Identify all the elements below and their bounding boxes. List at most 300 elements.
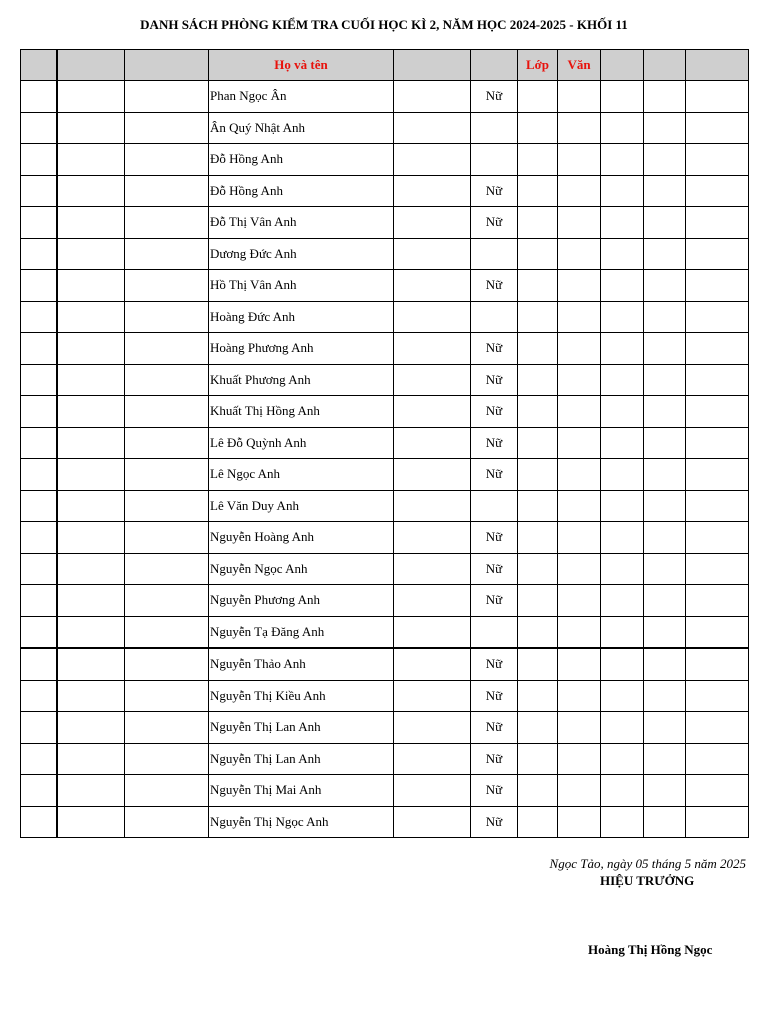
table-cell [686, 712, 749, 744]
table-cell [686, 806, 749, 838]
table-row [21, 775, 749, 807]
table-cell [21, 743, 57, 775]
exam-room-table [20, 49, 749, 838]
table-cell [601, 301, 644, 333]
table-cell [21, 175, 57, 207]
table-cell [518, 490, 558, 522]
table-row [21, 238, 749, 270]
table-cell [518, 585, 558, 617]
student-gender: Nữ [471, 743, 518, 775]
table-cell [518, 175, 558, 207]
table-row [21, 648, 749, 680]
table-cell [21, 459, 57, 491]
table-row [21, 301, 749, 333]
table-header-row [21, 50, 749, 81]
table-cell [518, 459, 558, 491]
table-cell [518, 522, 558, 554]
table-row [21, 712, 749, 744]
table-cell [644, 490, 686, 522]
table-cell [518, 553, 558, 585]
table-cell [518, 144, 558, 176]
table-cell [21, 806, 57, 838]
student-name: Khuất Thị Hồng Anh [209, 396, 394, 428]
table-cell [686, 81, 749, 113]
table-cell [394, 396, 471, 428]
table-cell [21, 81, 57, 113]
student-gender: Nữ [471, 806, 518, 838]
table-cell [57, 616, 125, 648]
table-cell [601, 238, 644, 270]
table-cell [686, 364, 749, 396]
table-cell [125, 712, 209, 744]
table-cell [644, 112, 686, 144]
table-row [21, 743, 749, 775]
student-gender: Nữ [471, 648, 518, 680]
student-gender: Nữ [471, 427, 518, 459]
table-cell [125, 585, 209, 617]
table-cell [686, 680, 749, 712]
table-cell [518, 775, 558, 807]
table-cell [601, 459, 644, 491]
table-cell [644, 333, 686, 365]
table-cell [57, 743, 125, 775]
table-cell [644, 270, 686, 302]
table-cell [601, 112, 644, 144]
table-cell [125, 270, 209, 302]
table-cell [394, 616, 471, 648]
table-cell [686, 743, 749, 775]
table-cell [686, 553, 749, 585]
table-cell [518, 112, 558, 144]
table-cell [125, 648, 209, 680]
table-cell [644, 81, 686, 113]
table-cell [21, 364, 57, 396]
table-cell [558, 553, 601, 585]
table-cell [601, 144, 644, 176]
table-cell [644, 680, 686, 712]
table-cell [21, 680, 57, 712]
table-cell [125, 459, 209, 491]
student-gender [471, 301, 518, 333]
page-title: DANH SÁCH PHÒNG KIỂM TRA CUỐI HỌC KÌ 2, NĂM HỌC 2024-2025 - KHỐI 11 [140, 17, 628, 32]
table-cell [518, 712, 558, 744]
table-cell [57, 175, 125, 207]
table-cell [394, 490, 471, 522]
table-cell [558, 427, 601, 459]
table-cell [601, 585, 644, 617]
table-cell [125, 81, 209, 113]
table-cell [125, 806, 209, 838]
table-cell [57, 364, 125, 396]
table-cell [394, 553, 471, 585]
header-cell [21, 50, 57, 81]
table-cell [57, 270, 125, 302]
table-cell [394, 301, 471, 333]
student-name: Nguyễn Ngọc Anh [209, 553, 394, 585]
table-cell [57, 112, 125, 144]
table-cell [644, 175, 686, 207]
table-cell [125, 490, 209, 522]
student-gender: Nữ [471, 364, 518, 396]
table-cell [558, 396, 601, 428]
table-cell [518, 364, 558, 396]
student-name: Nguyễn Thị Ngọc Anh [209, 806, 394, 838]
student-name: Phan Ngọc Ân [209, 81, 394, 113]
table-row [21, 207, 749, 239]
table-cell [394, 522, 471, 554]
header-cell [601, 50, 644, 81]
table-cell [601, 333, 644, 365]
student-gender [471, 490, 518, 522]
table-cell [644, 459, 686, 491]
table-cell [686, 648, 749, 680]
table-cell [21, 207, 57, 239]
student-gender [471, 144, 518, 176]
table-cell [57, 427, 125, 459]
table-cell [57, 396, 125, 428]
table-cell [558, 301, 601, 333]
table-cell [601, 806, 644, 838]
table-cell [394, 270, 471, 302]
table-cell [21, 490, 57, 522]
table-cell [394, 459, 471, 491]
table-cell [21, 427, 57, 459]
signature-role: HIỆU TRƯỞNG [600, 873, 695, 888]
table-cell [21, 333, 57, 365]
table-cell [125, 616, 209, 648]
table-cell [644, 427, 686, 459]
table-cell [686, 396, 749, 428]
table-cell [686, 301, 749, 333]
signature-date: Ngọc Tảo, ngày 05 tháng 5 năm 2025 [549, 856, 746, 871]
student-name: Đỗ Hồng Anh [209, 144, 394, 176]
table-cell [644, 806, 686, 838]
table-cell [686, 490, 749, 522]
table-cell [558, 364, 601, 396]
table-cell [518, 396, 558, 428]
table-cell [558, 522, 601, 554]
table-row [21, 270, 749, 302]
student-gender: Nữ [471, 775, 518, 807]
table-cell [686, 333, 749, 365]
table-cell [125, 144, 209, 176]
table-row [21, 806, 749, 838]
header-class: Lớp [518, 50, 558, 81]
table-cell [21, 522, 57, 554]
table-cell [558, 806, 601, 838]
table-cell [57, 775, 125, 807]
table-cell [57, 806, 125, 838]
table-cell [125, 238, 209, 270]
table-cell [21, 712, 57, 744]
table-cell [518, 238, 558, 270]
table-cell [686, 144, 749, 176]
table-cell [57, 522, 125, 554]
table-cell [125, 522, 209, 554]
table-cell [518, 648, 558, 680]
student-gender: Nữ [471, 207, 518, 239]
header-cell [471, 50, 518, 81]
table-cell [644, 207, 686, 239]
table-row [21, 364, 749, 396]
student-gender: Nữ [471, 712, 518, 744]
table-cell [644, 396, 686, 428]
student-name: Nguyễn Tạ Đăng Anh [209, 616, 394, 648]
student-name: Hoàng Đức Anh [209, 301, 394, 333]
table-cell [21, 648, 57, 680]
table-cell [21, 553, 57, 585]
table-cell [686, 270, 749, 302]
table-cell [686, 427, 749, 459]
table-cell [558, 680, 601, 712]
table-cell [558, 490, 601, 522]
student-gender [471, 616, 518, 648]
table-cell [57, 81, 125, 113]
student-name: Lê Đỗ Quỳnh Anh [209, 427, 394, 459]
table-cell [686, 616, 749, 648]
table-cell [644, 238, 686, 270]
table-cell [394, 806, 471, 838]
header-cell [686, 50, 749, 81]
table-cell [601, 364, 644, 396]
student-gender [471, 112, 518, 144]
table-cell [644, 743, 686, 775]
header-cell [125, 50, 209, 81]
table-body [21, 81, 749, 838]
table-cell [125, 112, 209, 144]
table-cell [21, 775, 57, 807]
table-row [21, 553, 749, 585]
table-cell [644, 616, 686, 648]
table-cell [644, 144, 686, 176]
student-gender: Nữ [471, 396, 518, 428]
table-cell [601, 270, 644, 302]
table-row [21, 585, 749, 617]
table-cell [518, 333, 558, 365]
table-cell [601, 207, 644, 239]
student-name: Dương Đức Anh [209, 238, 394, 270]
table-cell [644, 648, 686, 680]
student-name: Hồ Thị Vân Anh [209, 270, 394, 302]
student-name: Nguyễn Hoàng Anh [209, 522, 394, 554]
student-name: Khuất Phương Anh [209, 364, 394, 396]
table-cell [518, 270, 558, 302]
header-name: Họ và tên [209, 50, 394, 81]
table-cell [558, 648, 601, 680]
table-cell [21, 301, 57, 333]
table-cell [394, 680, 471, 712]
table-cell [558, 175, 601, 207]
table-row [21, 680, 749, 712]
student-name: Nguyễn Thảo Anh [209, 648, 394, 680]
table-cell [57, 144, 125, 176]
table-cell [57, 333, 125, 365]
table-cell [125, 333, 209, 365]
student-gender: Nữ [471, 270, 518, 302]
table-cell [57, 207, 125, 239]
table-cell [601, 712, 644, 744]
table-cell [686, 585, 749, 617]
table-cell [125, 396, 209, 428]
table-cell [686, 775, 749, 807]
table-cell [601, 648, 644, 680]
table-cell [558, 144, 601, 176]
table-cell [686, 238, 749, 270]
student-name: Nguyễn Thị Lan Anh [209, 743, 394, 775]
student-gender: Nữ [471, 175, 518, 207]
table-cell [558, 743, 601, 775]
table-cell [601, 175, 644, 207]
student-name: Ân Quý Nhật Anh [209, 112, 394, 144]
table-cell [601, 522, 644, 554]
table-row [21, 396, 749, 428]
header-cell [644, 50, 686, 81]
student-gender: Nữ [471, 585, 518, 617]
table-cell [518, 680, 558, 712]
table-cell [394, 144, 471, 176]
table-cell [57, 459, 125, 491]
table-cell [394, 712, 471, 744]
table-cell [57, 490, 125, 522]
student-gender: Nữ [471, 459, 518, 491]
header-cell [57, 50, 125, 81]
table-cell [125, 743, 209, 775]
table-cell [57, 680, 125, 712]
table-cell [601, 396, 644, 428]
student-name: Lê Ngọc Anh [209, 459, 394, 491]
table-cell [125, 175, 209, 207]
table-cell [518, 81, 558, 113]
table-cell [57, 301, 125, 333]
table-cell [518, 427, 558, 459]
table-cell [57, 712, 125, 744]
table-cell [21, 144, 57, 176]
table-cell [21, 112, 57, 144]
table-cell [686, 522, 749, 554]
table-row [21, 616, 749, 648]
table-cell [57, 585, 125, 617]
table-row [21, 175, 749, 207]
table-cell [394, 585, 471, 617]
student-name: Lê Văn Duy Anh [209, 490, 394, 522]
table-row [21, 490, 749, 522]
table-cell [644, 301, 686, 333]
student-gender [471, 238, 518, 270]
student-gender: Nữ [471, 333, 518, 365]
table-cell [601, 553, 644, 585]
table-cell [644, 522, 686, 554]
table-row [21, 333, 749, 365]
table-cell [601, 743, 644, 775]
table-cell [125, 680, 209, 712]
table-cell [558, 270, 601, 302]
table-cell [558, 238, 601, 270]
table-cell [394, 775, 471, 807]
table-cell [394, 364, 471, 396]
table-cell [518, 301, 558, 333]
student-name: Hoàng Phương Anh [209, 333, 394, 365]
student-name: Nguyễn Thị Lan Anh [209, 712, 394, 744]
table-cell [125, 207, 209, 239]
table-cell [57, 238, 125, 270]
table-cell [57, 648, 125, 680]
table-cell [518, 743, 558, 775]
table-cell [125, 301, 209, 333]
student-gender: Nữ [471, 680, 518, 712]
table-cell [394, 207, 471, 239]
student-gender: Nữ [471, 553, 518, 585]
table-cell [686, 207, 749, 239]
table-cell [21, 238, 57, 270]
table-cell [686, 459, 749, 491]
table-row [21, 459, 749, 491]
table-cell [644, 553, 686, 585]
table-cell [394, 81, 471, 113]
table-row [21, 144, 749, 176]
table-cell [518, 207, 558, 239]
table-cell [394, 333, 471, 365]
table-cell [125, 427, 209, 459]
table-cell [558, 207, 601, 239]
table-cell [686, 175, 749, 207]
table-cell [558, 333, 601, 365]
table-cell [601, 427, 644, 459]
table-cell [558, 775, 601, 807]
header-cell [394, 50, 471, 81]
student-name: Đỗ Thị Vân Anh [209, 207, 394, 239]
table-row [21, 427, 749, 459]
table-cell [394, 175, 471, 207]
table-cell [558, 112, 601, 144]
table-cell [57, 553, 125, 585]
table-cell [558, 712, 601, 744]
student-name: Đỗ Hồng Anh [209, 175, 394, 207]
table-cell [601, 680, 644, 712]
table-cell [686, 112, 749, 144]
table-cell [644, 585, 686, 617]
table-cell [601, 490, 644, 522]
table-cell [125, 553, 209, 585]
table-cell [125, 364, 209, 396]
table-cell [644, 364, 686, 396]
student-name: Nguyễn Thị Mai Anh [209, 775, 394, 807]
table-cell [601, 616, 644, 648]
table-cell [518, 616, 558, 648]
table-cell [558, 459, 601, 491]
student-gender: Nữ [471, 522, 518, 554]
table-cell [518, 806, 558, 838]
table-cell [21, 585, 57, 617]
table-cell [644, 712, 686, 744]
table-cell [558, 585, 601, 617]
table-cell [558, 81, 601, 113]
table-cell [21, 616, 57, 648]
table-cell [21, 270, 57, 302]
table-cell [125, 775, 209, 807]
table-cell [394, 112, 471, 144]
table-cell [601, 81, 644, 113]
header-literature: Văn [558, 50, 601, 81]
table-row [21, 81, 749, 113]
signature-name: Hoàng Thị Hồng Ngọc [588, 942, 713, 957]
table-row [21, 112, 749, 144]
table-cell [644, 775, 686, 807]
table-cell [601, 775, 644, 807]
student-gender: Nữ [471, 81, 518, 113]
table-cell [394, 238, 471, 270]
table-cell [394, 648, 471, 680]
table-cell [558, 616, 601, 648]
